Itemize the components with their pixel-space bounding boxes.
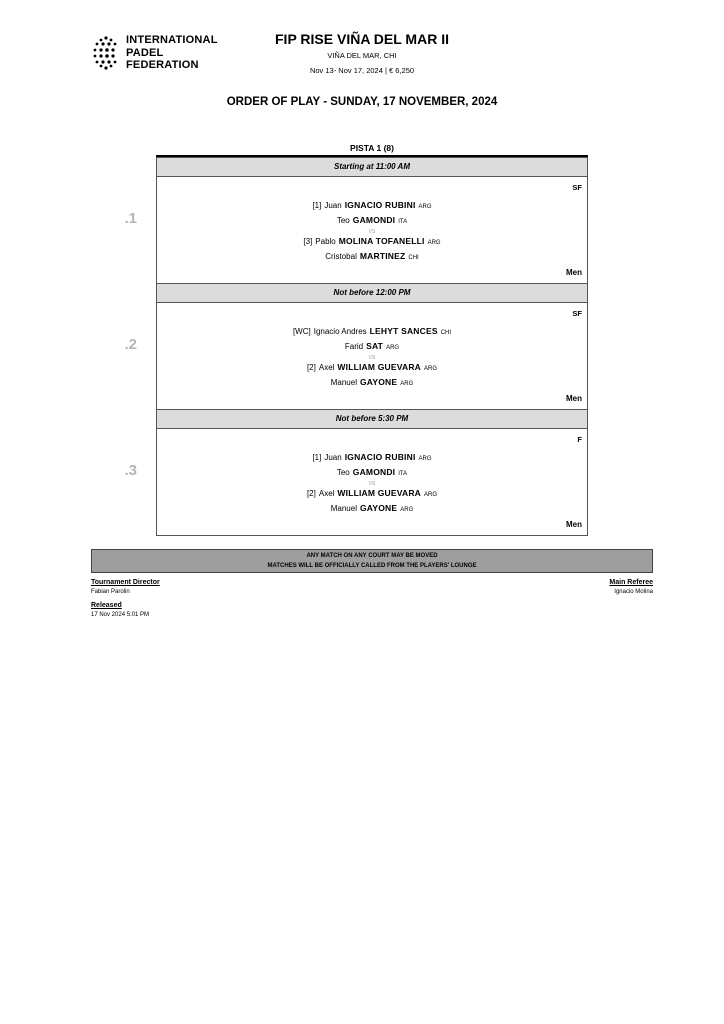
referee-name: Ignacio Molina	[614, 589, 653, 595]
player-entry	[157, 487, 587, 502]
player-last-name: LEHYT SANCES	[369, 326, 438, 336]
player-seed: [2]	[306, 363, 316, 372]
released-label: Released	[91, 602, 122, 609]
player-first-name: Teo	[336, 468, 350, 477]
player-country: ARG	[400, 381, 414, 387]
match-category: Men	[566, 520, 582, 529]
player-country: ARG	[418, 456, 432, 462]
referee-block	[609, 579, 653, 595]
player-entry	[157, 214, 587, 229]
player-entry	[157, 466, 587, 481]
match-players	[157, 199, 587, 265]
player-last-name: MOLINA TOFANELLI	[338, 236, 425, 246]
player-first-name: Manuel	[330, 504, 357, 513]
player-seed: [3]	[303, 237, 313, 246]
director-block	[91, 579, 160, 618]
player-first-name: Axel	[318, 489, 335, 498]
player-country: ARG	[386, 345, 400, 351]
player-first-name: Manuel	[330, 378, 357, 387]
player-entry	[157, 325, 587, 340]
player-country: ARG	[424, 366, 438, 372]
player-country: ITA	[398, 219, 408, 225]
player-seed: [WC]	[292, 327, 311, 336]
player-last-name: IGNACIO RUBINI	[344, 200, 416, 210]
player-entry	[157, 376, 587, 391]
match-card: 3. F [1] Juan IGNACIO RUBINI ARG Teo GAMONDI ITA VS [2] Axel WILLIAM GUEVARA ARG Manuel GAYONE ARG Men	[157, 429, 587, 535]
notice-line: MATCHES WILL BE OFFICIALLY CALLED FROM THE PLAYERS' LOUNGE	[267, 563, 477, 569]
player-seed: [1]	[312, 453, 322, 462]
match-category: Men	[566, 268, 582, 277]
director-name: Fabian Parolin	[91, 589, 130, 595]
referee-label: Main Referee	[609, 579, 653, 586]
match-players	[157, 325, 587, 391]
player-last-name: GAMONDI	[352, 467, 396, 477]
player-entry	[157, 235, 587, 250]
match-category: Men	[566, 394, 582, 403]
player-country: ITA	[398, 471, 408, 477]
player-entry	[157, 250, 587, 265]
player-country: ARG	[424, 492, 438, 498]
match-card: 2. SF [WC] Ignacio Andres LEHYT SANCES CHI Farid SAT ARG VS [2] Axel WILLIAM GUEVARA ARG Manuel GAYONE ARG Men	[157, 303, 587, 409]
logo-line: INTERNATIONAL	[126, 34, 218, 46]
match-round: F	[577, 435, 582, 444]
player-first-name: Cristobal	[325, 252, 357, 261]
notice-line: ANY MATCH ON ANY COURT MAY BE MOVED	[306, 553, 438, 559]
schedule-grid	[124, 157, 588, 536]
time-slot-header: Not before 5:30 PM	[157, 409, 587, 429]
player-last-name: WILLIAM GUEVARA	[337, 488, 422, 498]
vs-label: VS	[368, 481, 376, 487]
player-first-name: Ignacio Andres	[313, 327, 367, 336]
player-last-name: WILLIAM GUEVARA	[337, 362, 422, 372]
released-value: 17 Nov 2024 5:01 PM	[91, 612, 150, 618]
player-first-name: Teo	[336, 216, 350, 225]
director-label: Tournament Director	[91, 579, 160, 586]
player-entry	[157, 361, 587, 376]
fip-emblem-icon	[92, 35, 120, 71]
player-seed: [1]	[312, 201, 322, 210]
player-entry	[157, 502, 587, 517]
tournament-dates: Nov 13- Nov 17, 2024 | € 6,250	[309, 66, 415, 75]
player-entry	[157, 199, 587, 214]
court-name: PISTA 1 (8)	[350, 143, 394, 153]
notice-banner	[91, 549, 653, 573]
player-country: CHI	[408, 255, 419, 261]
player-seed: [2]	[306, 489, 316, 498]
order-of-play-title: ORDER OF PLAY - SUNDAY, 17 NOVEMBER, 2024	[226, 96, 498, 108]
player-last-name: MARTINEZ	[359, 251, 406, 261]
player-entry	[157, 451, 587, 466]
tournament-location: VIÑA DEL MAR, CHI	[327, 51, 397, 60]
fip-logo	[92, 33, 218, 73]
tournament-title: FIP RISE VIÑA DEL MAR II	[275, 31, 449, 47]
player-first-name: Juan	[324, 201, 342, 210]
player-last-name: GAMONDI	[352, 215, 396, 225]
match-round: SF	[572, 183, 582, 192]
player-first-name: Pablo	[315, 237, 336, 246]
tournament-header	[200, 30, 524, 75]
vs-label: VS	[368, 229, 376, 235]
match-players	[157, 451, 587, 517]
time-slot-header: Starting at 11:00 AM	[157, 157, 587, 177]
player-last-name: SAT	[366, 341, 384, 351]
player-last-name: GAYONE	[359, 503, 398, 513]
match-round: SF	[572, 309, 582, 318]
time-slot-header: Not before 12:00 PM	[157, 283, 587, 303]
player-country: ARG	[427, 240, 441, 246]
player-first-name: Juan	[324, 453, 342, 462]
player-last-name: GAYONE	[359, 377, 398, 387]
player-last-name: IGNACIO RUBINI	[344, 452, 416, 462]
player-first-name: Axel	[318, 363, 335, 372]
player-country: ARG	[418, 204, 432, 210]
player-country: ARG	[400, 507, 414, 513]
logo-line: FEDERATION	[126, 59, 199, 71]
vs-label: VS	[368, 355, 376, 361]
player-entry	[157, 340, 587, 355]
logo-line: PADEL	[126, 46, 164, 59]
player-country: CHI	[440, 330, 452, 336]
player-first-name: Farid	[344, 342, 364, 351]
match-card: 1. SF [1] Juan IGNACIO RUBINI ARG Teo GAMONDI ITA VS [3] Pablo MOLINA TOFANELLI ARG Cristobal MARTINEZ CHI Men	[157, 177, 587, 283]
